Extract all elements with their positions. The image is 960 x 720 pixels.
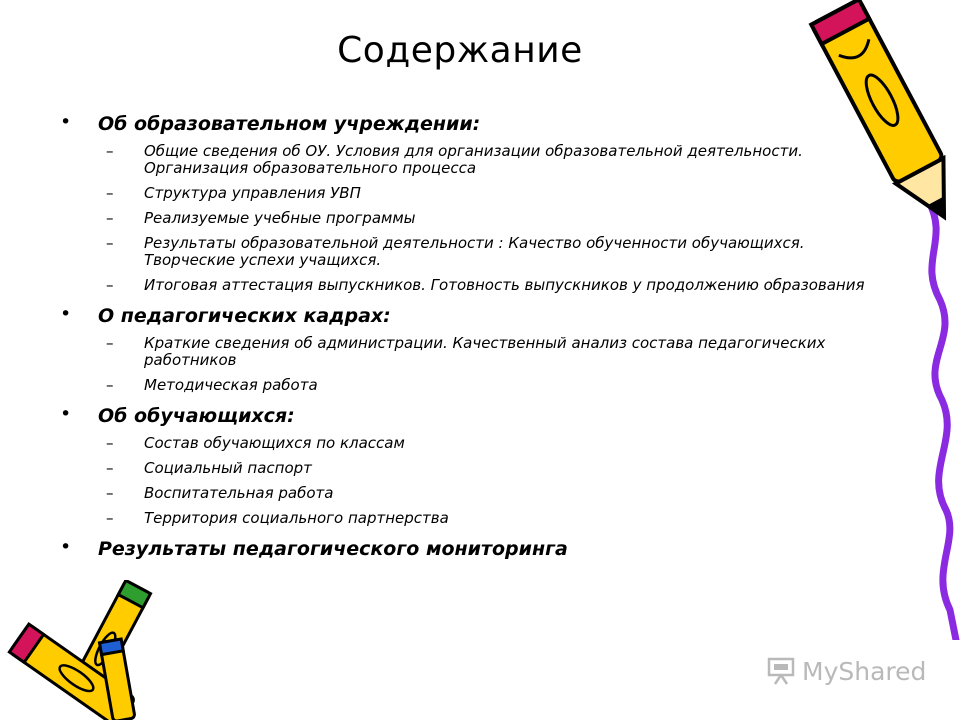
list-item (60, 235, 900, 269)
section-heading (60, 112, 900, 136)
dash: – (106, 434, 114, 452)
dash: – (106, 459, 114, 477)
dash: – (106, 376, 114, 394)
list-item-text: Итоговая аттестация выпускников. Готовность выпускников у продолжению образования (144, 276, 865, 294)
section-heading (60, 304, 900, 328)
list-item (60, 143, 900, 177)
list-item-text: Структура управления УВП (144, 184, 361, 202)
watermark (766, 656, 926, 686)
sub-list (60, 335, 900, 394)
bullet: • (60, 303, 72, 325)
list-item (60, 210, 900, 227)
section-heading-text: Результаты педагогического мониторинга (98, 538, 568, 560)
dash: – (106, 234, 114, 252)
list-item-text: Методическая работа (144, 376, 318, 394)
list-item (60, 185, 900, 202)
section-heading (60, 537, 900, 561)
list-item (60, 485, 900, 502)
list-item-text: Воспитательная работа (144, 484, 334, 502)
list-item (60, 460, 900, 477)
dash: – (106, 184, 114, 202)
list-item (60, 510, 900, 527)
list-item-text: Состав обучающихся по классам (144, 434, 405, 452)
section-monitoring (60, 537, 900, 561)
presentation-board-icon (766, 656, 796, 686)
dash: – (106, 209, 114, 227)
section-institution (60, 112, 900, 294)
list-item-text: Результаты образовательной деятельности : Качество обученности обучающихся. Творческие успехи учащихся. (144, 234, 805, 269)
section-teachers (60, 304, 900, 394)
list-item-text: Социальный паспорт (144, 459, 312, 477)
list-item-text: Территория социального партнерства (144, 509, 449, 527)
contents-list (60, 112, 900, 568)
bullet: • (60, 536, 72, 558)
page-title: Содержание (337, 30, 583, 71)
dash: – (106, 509, 114, 527)
dash: – (106, 334, 114, 352)
bullet: • (60, 111, 72, 133)
list-item (60, 277, 900, 294)
list-item-text: Реализуемые учебные программы (144, 209, 416, 227)
sub-list (60, 435, 900, 527)
list-item (60, 435, 900, 452)
section-heading (60, 404, 900, 428)
sub-list (60, 143, 900, 294)
crayons-icon (0, 580, 200, 720)
list-item (60, 335, 900, 369)
list-item (60, 377, 900, 394)
dash: – (106, 484, 114, 502)
list-item-text: Краткие сведения об администрации. Качественный анализ состава педагогических работников (144, 334, 826, 369)
section-heading-text: Об обучающихся: (98, 405, 295, 427)
dash: – (106, 142, 114, 160)
bullet: • (60, 403, 72, 425)
section-heading-text: Об образовательном учреждении: (98, 113, 481, 135)
dash: – (106, 276, 114, 294)
section-students (60, 404, 900, 527)
watermark-text: MyShared (802, 656, 927, 686)
section-heading-text: О педагогических кадрах: (98, 305, 391, 327)
list-item-text: Общие сведения об ОУ. Условия для организации образовательной деятельности. Организация образовательного процесса (144, 142, 803, 177)
